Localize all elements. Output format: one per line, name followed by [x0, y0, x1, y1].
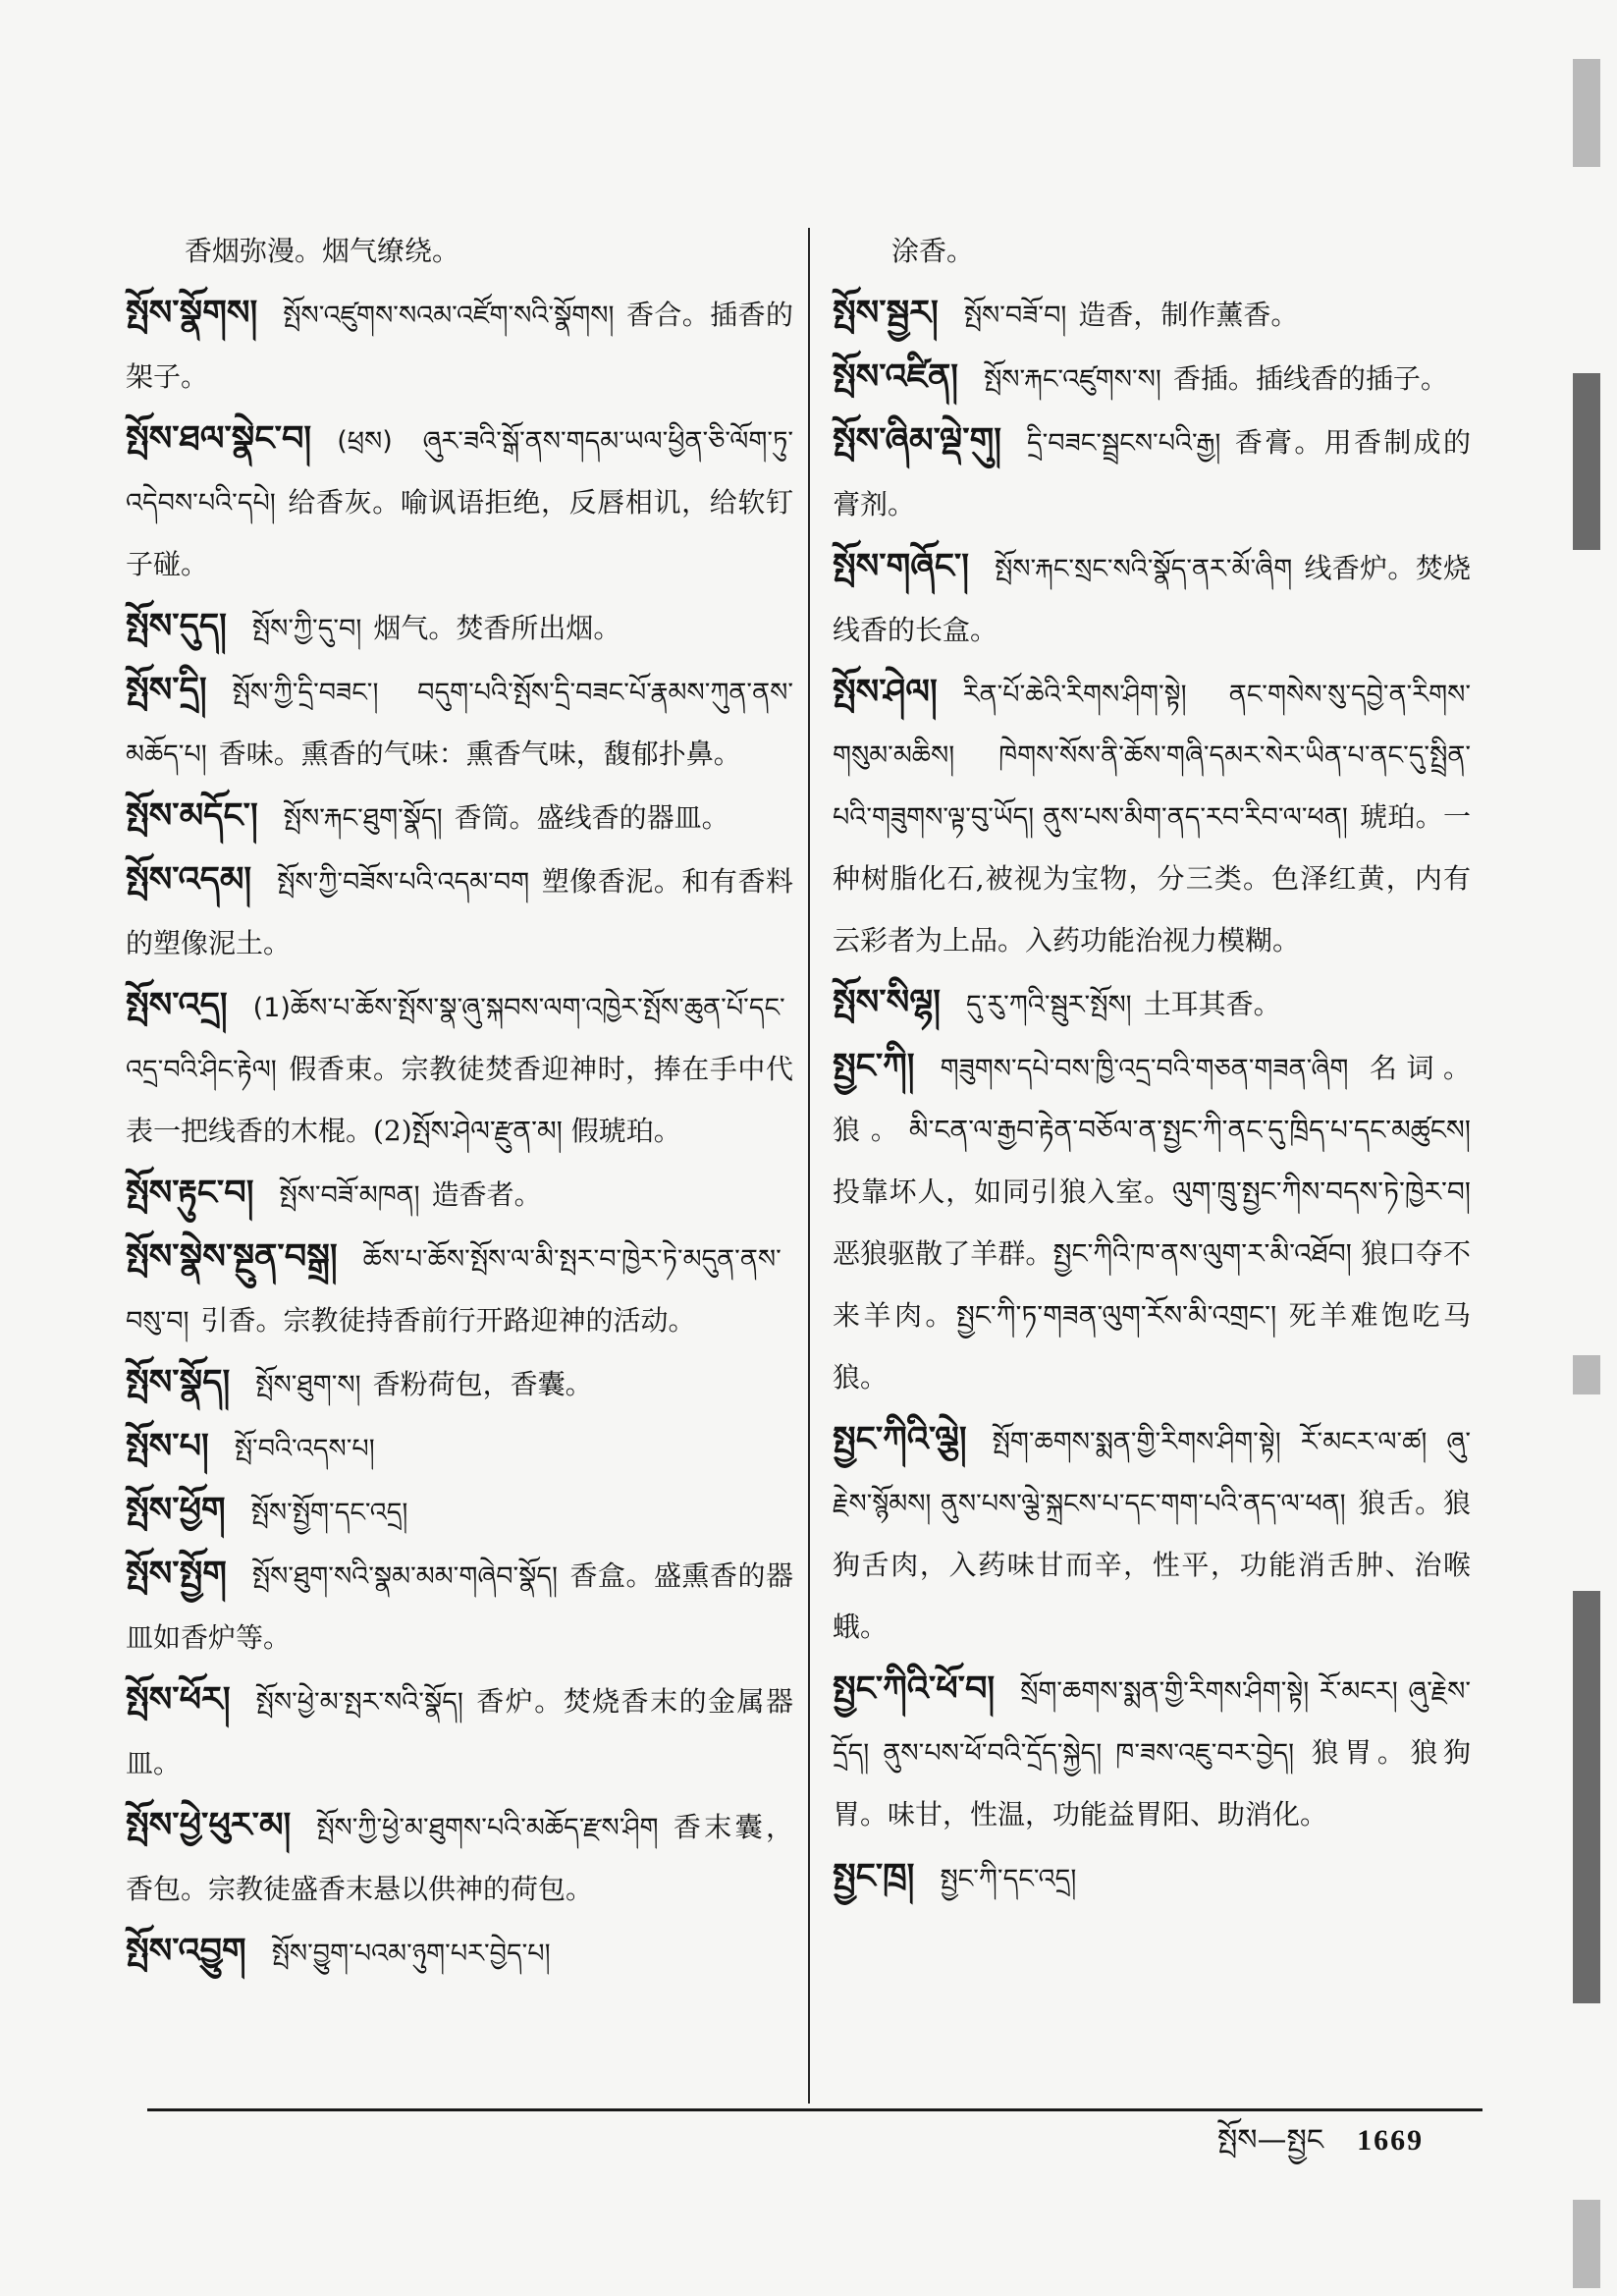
entry-definition-zh: 香合。插香的架子。	[126, 299, 793, 393]
dictionary-entry	[126, 975, 793, 1163]
entry-headword: སྤོས་ཐལ་སྣེང་བ།	[126, 419, 312, 459]
entry-definition-bo: སྤོག་ཆགས་སྨན་གྱི་རིགས་ཤིག་སྟེ། རོ་མངར་ལ་ཚ། ཞུ་རྗེས་སྙོམས། ནུས་པས་ལྕེ་སྐྲངས་པ་དང་གག་པའི་ནད་ལ་ཕན།	[833, 1427, 1471, 1519]
entry-definition-zh: 香插。插线香的插子。	[1172, 362, 1448, 395]
dictionary-entry	[126, 1921, 793, 1985]
dictionary-entry	[126, 660, 793, 786]
entry-headword: སྤོས་སྣོགས།	[126, 294, 258, 333]
entry-definition-bo: སྲོག་ཆགས་སྨན་གྱི་རིགས་ཤིག་སྟེ། རོ་མངར། ཞུ་རྗེས་དྲོད། ནུས་པས་ཕོ་བའི་དྲོད་སྐྱེད། ཁ་ཟས་འཇུ་བར་བྱེད།	[833, 1676, 1471, 1769]
running-head-range: སྤོས—སྤྱང	[1217, 2123, 1324, 2158]
entry-definition-bo: གཟུགས་དཔེ་བས་ཁྱི་འདྲ་བའི་གཅན་གཟན་ཞིག	[940, 1054, 1349, 1084]
entry-definition-zh: 烟气。焚香所出烟。	[373, 612, 621, 644]
entry-headword: སྤོས་ཕྱེ་ཕུར་མ།	[126, 1806, 292, 1845]
entry-headword: སྤྱང་ཁྲ།	[833, 1857, 915, 1896]
dictionary-entry	[126, 1163, 793, 1227]
entry-headword: སྤོས་སྣོད།	[126, 1363, 231, 1402]
scan-edge-mark	[1573, 59, 1600, 167]
dictionary-entry	[833, 536, 1471, 662]
dictionary-entry	[126, 283, 793, 409]
entry-definition-zh: 香粉荷包，香囊。	[372, 1368, 593, 1400]
column-divider	[808, 228, 810, 2104]
entry-definition-bo: སྤོས་བྱུག་པའམ་ཉུག་པར་བྱེད་པ།	[271, 1939, 551, 1969]
right-column	[833, 221, 1471, 1910]
dictionary-entry	[126, 1795, 793, 1921]
entry-headword: སྤོས་དྲི།	[126, 671, 207, 710]
entry-definition-bo: དྲི་བཟང་སྦྲངས་པའི་རྒྱ།	[1027, 428, 1221, 459]
scan-edge-mark	[1573, 2200, 1600, 2288]
entry-definition-zh: 造香者。	[431, 1178, 542, 1211]
dictionary-entry	[126, 1480, 793, 1544]
scan-edge-mark	[1573, 373, 1600, 550]
entry-definition-zh: 香筒。盛线香的器皿。	[454, 801, 729, 834]
entry-definition-bo: སྤོས་སྤྱོག་དང་འདྲ།	[250, 1498, 408, 1528]
entry-headword: སྤོས་ཕྱོག	[126, 1491, 226, 1530]
entry-definition-bo: སྤོས་བཟོ་མཁན།	[279, 1180, 420, 1211]
entry-definition-zh: 香膏。用香制成的膏剂。	[833, 426, 1471, 520]
dictionary-entry	[833, 1409, 1471, 1659]
entry-definition-zh: 线香炉。焚烧线香的长盒。	[833, 552, 1471, 646]
left-column	[126, 221, 793, 1985]
entry-definition-bo: སྤོས་ཐུག་ས།	[255, 1370, 361, 1400]
dictionary-entry	[126, 1352, 793, 1416]
entry-headword: སྤོས་པ།	[126, 1427, 209, 1466]
entry-definition-bo: སྤོས་ཀྱི་ཕྱེ་མ་ཐུགས་པའི་མཆོད་རྫས་ཤིག	[316, 1813, 659, 1843]
entry-headword: སྤྱང་ཀིའི་ལྕེ།	[833, 1420, 967, 1459]
entry-definition-zh: 狼胃。狼狗胃。味甘，性温，功能益胃阳、助消化。	[833, 1736, 1471, 1831]
entry-headword: སྤོས་ཤེལ།	[833, 673, 938, 712]
entry-definition-zh: 塑像香泥。和有香料的塑像泥土。	[126, 865, 793, 959]
dictionary-entry	[126, 849, 793, 975]
entry-definition-bo: (ཕྲས) ཞུར་ཟའི་སྒོ་ནས་གདམ་ཡལ་ཕྱིན་ཅི་ལོག་ཏུ་འདེབས་པའི་དཔེ།	[126, 426, 793, 519]
dictionary-entry	[833, 283, 1471, 347]
dictionary-entry	[833, 972, 1471, 1036]
dictionary-entry	[126, 786, 793, 849]
entry-headword: སྤོས་ཕོར།	[126, 1680, 231, 1720]
entry-definition-zh: 香盒。盛熏香的器皿如香炉等。	[126, 1559, 793, 1654]
dictionary-entry	[833, 1659, 1471, 1846]
entry-headword: སྤོས་སྣེས་སྔུན་བསྒྲ།	[126, 1237, 338, 1277]
entry-definition-bo: དུ་རུ་ཀའི་སྦུར་སྤོས།	[966, 990, 1132, 1020]
entry-headword: སྤོས་དུད།	[126, 607, 227, 646]
entry-headword: སྤོས་རྟུང་བ།	[126, 1174, 254, 1213]
dictionary-entry	[833, 662, 1471, 972]
entry-headword: སྤོས་སྤྱོག	[126, 1555, 227, 1594]
entry-definition-zh: 琥珀。一种树脂化石,被视为宝物，分三类。色泽红黄，内有云彩者为上品。入药功能治视力模糊。	[833, 800, 1471, 957]
entry-definition-bo: རིན་པོ་ཆེའི་རིགས་ཤིག་སྟེ། ནང་གསེས་སུ་དབྱེ་ན་རིགས་གསུམ་མཆིས། ཁེགས་སོས་ནི་ཆོས་གཞི་དམར་སེར་ཡིན་པ་ནང་དུ་སྤྲིན་པའི་གཟུགས་ལྟ་བུ་ཡོད། ནུས་པས་མིག་ནད་རབ་རིབ་ལ་ཕན།	[833, 680, 1471, 833]
dictionary-entry	[833, 347, 1471, 410]
entry-definition-zh: 涂香。	[891, 235, 975, 267]
entry-definition-zh: 假香束。宗教徒焚香迎神时，捧在手中代表一把线香的木棍。(2)སྤོས་ཤེལ་རྫུན་མ། 假琥珀。	[126, 1053, 793, 1147]
entry-definition-bo: སྤོས་ཀྱི་བཟོས་པའི་འདམ་བག	[277, 867, 530, 898]
entry-definition-bo: སྤོས་ཕྱེ་མ་སྤར་སའི་སྣོད།	[255, 1687, 463, 1718]
dictionary-entry	[833, 1846, 1471, 1910]
entry-definition-bo: ཆོས་པ་ཆོས་སྤོས་ལ་མི་སྤར་བ་ཁྱེར་ཏེ་མདུན་ནས་བསུ་བ།	[126, 1244, 782, 1337]
entry-headword: སྤྱང་ཀི།	[833, 1047, 915, 1086]
entry-headword: སྤོས་ཞིམ་ལྡེ་གུ།	[833, 421, 1001, 461]
entry-definition-bo: སྤོས་རྐང་སྲང་སའི་སྣོད་ནར་མོ་ཞིག	[995, 554, 1293, 584]
entry-headword: སྤོས་སྦྱར།	[833, 294, 939, 333]
page-footer	[1217, 2111, 1424, 2170]
entry-headword: སྤྱང་ཀིའི་ཕོ་བ།	[833, 1669, 996, 1709]
entry-definition-zh: 香炉。焚烧香末的金属器皿。	[126, 1685, 793, 1779]
dictionary-entry	[833, 410, 1471, 536]
dictionary-entry	[126, 1416, 793, 1480]
entry-definition-bo: སྤོས་རྐང་འཛུགས་ས།	[984, 364, 1161, 395]
scan-edge-mark	[1573, 1355, 1600, 1394]
entry-definition-bo: སྤོས་བཟོ་བ།	[963, 301, 1067, 331]
dictionary-entry	[126, 409, 793, 596]
scan-edge-mark	[1573, 1591, 1600, 2003]
entry-definition-bo: སྤྱང་ཀི་དང་འདྲ།	[940, 1864, 1077, 1894]
entry-definition-bo: (1)ཆོས་པ་ཆོས་སྤོས་སྣ་ཞུ་སྐབས་ལག་འཁྱེར་སྤོས་ཆུན་པོ་དང་འདྲ་བའི་ཤིང་རྟེལ།	[126, 993, 785, 1085]
entry-definition-bo: སྤོ་བའི་འདས་པ།	[234, 1434, 375, 1464]
dictionary-entry	[185, 221, 793, 283]
entry-headword: སྤོས་འདམ།	[126, 860, 252, 900]
dictionary-entry	[126, 596, 793, 660]
entry-definition-zh: 名词。狼。མི་ངན་ལ་རྒྱབ་རྟེན་བཅོལ་ན་སྤྱང་ཀི་ནང་དུ་ཁྲིད་པ་དང་མཚུངས། 投靠坏人，如同引狼入室。ལུག་ཁྲུ་སྤྱང་ཀིས་བདས་ཏེ་ཁྱེར་བ། 恶狼驱散了羊群。སྤྱང་ཀིའི་ཁ་ནས་ལུག་ར་མི་འཐོབ། 狼口夺不来羊肉。སྤྱང་ཀི་ཏ་གཟན་ལུག་རོས་མི་འགྲང་། 死羊难饱吃马狼。	[833, 1052, 1471, 1394]
dictionary-entry	[891, 221, 1471, 283]
entry-headword: སྤོས་འདྲ།	[126, 986, 228, 1025]
entry-definition-zh: 引香。宗教徒持香前行开路迎神的活动。	[200, 1304, 696, 1337]
entry-definition-bo: སྤོས་རྐང་ཐུག་སྣོད།	[283, 803, 443, 834]
dictionary-entry	[833, 1036, 1471, 1409]
entry-definition-zh: 土耳其香。	[1143, 988, 1281, 1020]
entry-definition-zh: 给香灰。喻讽语拒绝，反唇相讥，给软钉子碰。	[126, 486, 793, 580]
entry-definition-zh: 香末囊，香包。宗教徒盛香末悬以供神的荷包。	[126, 1811, 793, 1905]
page-number: 1669	[1357, 2124, 1425, 2157]
entry-headword: སྤོས་གཞོང་།	[833, 547, 970, 586]
entry-definition-zh: 造香，制作薰香。	[1078, 299, 1299, 331]
entry-definition-bo: སྤོས་ཀྱི་དུ་བ།	[251, 614, 362, 644]
entry-headword: སྤོས་འཛིན།	[833, 357, 959, 397]
entry-definition-zh: 香烟弥漫。烟气缭绕。	[185, 235, 460, 267]
dictionary-entry	[126, 1669, 793, 1795]
entry-definition-bo: སྤོས་འཛུགས་སའམ་འཛོག་སའི་སྣོགས།	[283, 301, 615, 331]
entry-headword: སྤོས་སིལྷ།	[833, 983, 942, 1022]
entry-definition-bo: སྤོས་ཀྱི་དྲི་བཟང་། བདུག་པའི་སྤོས་དྲི་བཟང་པོ་རྣམས་ཀུན་ནས་མཆོད་པ།	[126, 678, 793, 770]
entry-definition-zh: 香味。熏香的气味：熏香气味，馥郁扑鼻。	[218, 738, 741, 770]
dictionary-entry	[126, 1544, 793, 1669]
entry-definition-zh: 狼舌。狼狗舌肉，入药味甘而辛，性平，功能消舌肿、治喉蛾。	[833, 1487, 1471, 1643]
entry-definition-bo: སྤོས་ཐུག་སའི་སྣམ་མམ་གཞེབ་སྣོད།	[251, 1561, 559, 1592]
entry-headword: སྤོས་འབྱུག	[126, 1932, 246, 1971]
dictionary-entry	[126, 1227, 793, 1352]
entry-headword: སྤོས་མདོང་།	[126, 796, 258, 836]
